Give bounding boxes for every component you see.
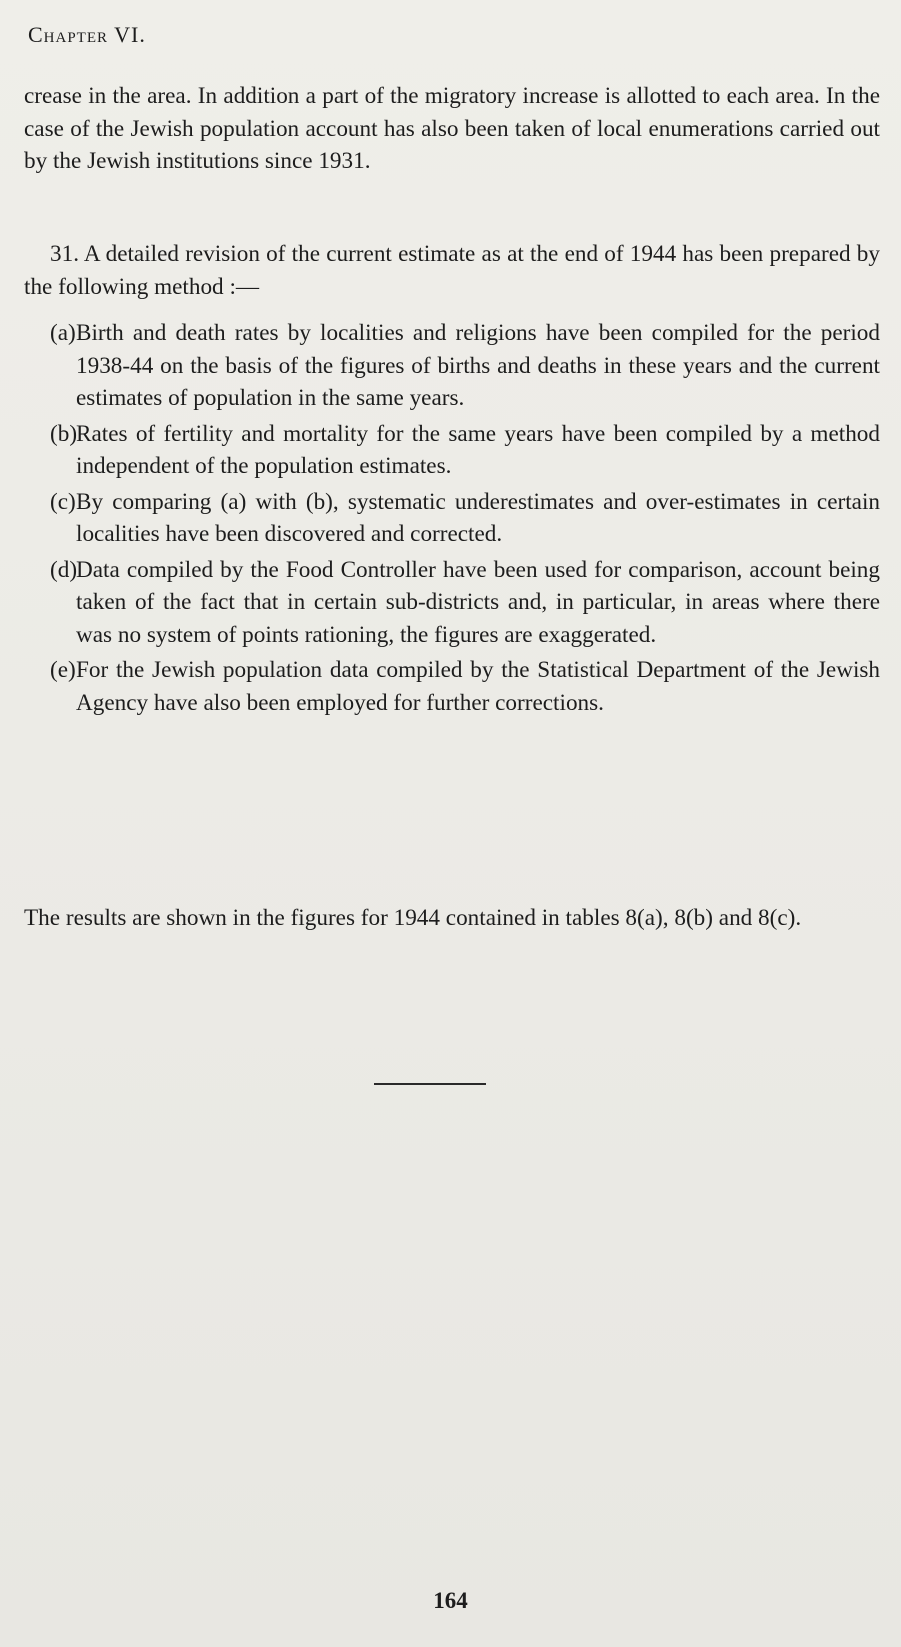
list-item-text: Data compiled by the Food Controller have been used for comparison, account being taken of the fact that in certain sub-districts and, in particular, in areas where there was no system of points rationing, the figures are exaggerated.: [76, 556, 880, 648]
method-list: [24, 317, 880, 722]
list-item-text: For the Jewish population data compiled by the Statistical Department of the Jewish Agency have also been employed for further corrections.: [76, 657, 880, 716]
list-item-label: (b): [50, 420, 78, 447]
list-item-text: Rates of fertility and mortality for the same years have been compiled by a method independent of the population estimates.: [76, 420, 880, 479]
list-item-label: (d): [50, 556, 78, 583]
list-item-text: By comparing (a) with (b), systematic underestimates and over-estimates in certain localities have been discovered and corrected.: [76, 488, 880, 547]
list-item-a: [24, 317, 880, 415]
paragraph-continuation: crease in the area. In addition a part of the migratory increase is allotted to each area. In the case of the Jewish population account has also been taken of local enumerations carried out by the Jewish institutions since 1931.: [24, 83, 880, 174]
paragraph-results: The results are shown in the figures for 1944 contained in tables 8(a), 8(b) and 8(c).: [24, 905, 802, 931]
section-divider: [374, 1083, 486, 1085]
page-number: 164: [433, 1588, 468, 1613]
paragraph-31: 31. A detailed revision of the current estimate as at the end of 1944 has been prepared by the following method :—: [24, 241, 880, 300]
list-item-c: [24, 486, 880, 551]
list-item-label: (e): [50, 657, 76, 683]
list-item-text: Birth and death rates by localities and religions have been compiled for the period 1938-44 on the basis of the figures of births and deaths in these years and the current estimates of population in the same years.: [76, 320, 880, 411]
list-item-d: [24, 554, 880, 652]
list-item-b: [24, 418, 880, 483]
list-item-e: [24, 654, 880, 719]
chapter-heading: Chapter VI.: [28, 22, 146, 47]
list-item-label: (c): [50, 488, 76, 515]
list-item-label: (a): [50, 320, 76, 346]
